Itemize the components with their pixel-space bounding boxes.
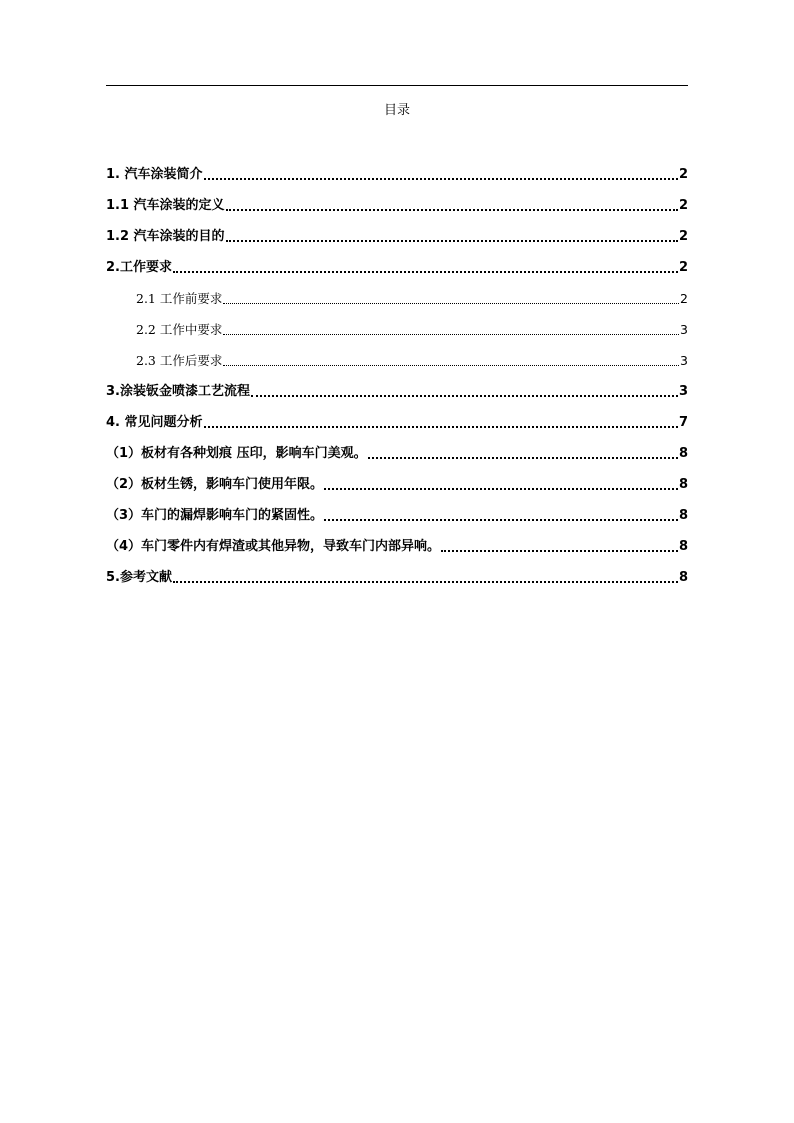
toc-entry-text: 5.参考文献 [106,570,172,585]
toc-entry-text: （1）板材有各种划痕 压印，影响车门美观。 [106,446,367,461]
toc-entry-text: 2.工作要求 [106,260,172,275]
header-rule [106,85,688,86]
toc-entry-text: （4）车门零件内有焊渣或其他异物，导致车门内部异响。 [106,539,441,554]
toc-page-number: 2 [678,167,688,182]
toc-dot-leader [324,519,678,521]
toc-page-number: 2 [680,291,688,306]
toc-dot-leader [204,178,678,180]
toc-title: 目录 [383,103,410,118]
toc-entry[interactable] [106,561,688,592]
toc-subentry[interactable] [106,282,688,313]
toc-dot-leader [251,395,678,397]
toc-page-number: 3 [680,322,688,337]
table-of-contents [106,158,688,592]
toc-dot-leader [223,334,679,335]
toc-entry[interactable] [106,468,688,499]
toc-entry-text: 1.2 汽车涂装的目的 [106,229,225,244]
toc-page-number: 8 [678,539,688,554]
toc-page-number: 3 [680,353,688,368]
toc-entry[interactable] [106,220,688,251]
toc-entry[interactable] [106,158,688,189]
toc-entry-text: 1.1 汽车涂装的定义 [106,198,225,213]
toc-entry-text: 3.涂装钣金喷漆工艺流程 [106,384,250,399]
toc-entry[interactable] [106,406,688,437]
toc-page-number: 7 [678,415,688,430]
toc-subentry[interactable] [106,344,688,375]
toc-subentry[interactable] [106,313,688,344]
toc-page-number: 2 [678,229,688,244]
toc-entry-text: 2.1 工作前要求 [136,291,223,306]
toc-dot-leader [226,209,678,211]
toc-dot-leader [223,365,679,366]
toc-entry[interactable] [106,251,688,282]
toc-entry[interactable] [106,189,688,220]
toc-dot-leader [441,550,678,552]
toc-page-number: 8 [678,570,688,585]
toc-page-number: 8 [678,446,688,461]
toc-entry-text: 1. 汽车涂装简介 [106,167,203,182]
toc-entry[interactable] [106,437,688,468]
toc-entry-text: 2.3 工作后要求 [136,353,223,368]
toc-dot-leader [204,426,678,428]
toc-dot-leader [226,240,678,242]
toc-entry-text: 4. 常见问题分析 [106,415,203,430]
toc-page-number: 8 [678,508,688,523]
toc-entry[interactable] [106,375,688,406]
toc-page-number: 3 [678,384,688,399]
toc-page-number: 2 [678,260,688,275]
toc-entry-text: （2）板材生锈，影响车门使用年限。 [106,477,324,492]
toc-entry[interactable] [106,499,688,530]
toc-dot-leader [368,457,678,459]
toc-page-number: 2 [678,198,688,213]
toc-page-number: 8 [678,477,688,492]
toc-entry-text: （3）车门的漏焊影响车门的紧固性。 [106,508,324,523]
toc-entry-text: 2.2 工作中要求 [136,322,223,337]
toc-dot-leader [324,488,678,490]
toc-entry[interactable] [106,530,688,561]
toc-dot-leader [223,303,679,304]
toc-dot-leader [173,271,678,273]
toc-dot-leader [173,581,678,583]
